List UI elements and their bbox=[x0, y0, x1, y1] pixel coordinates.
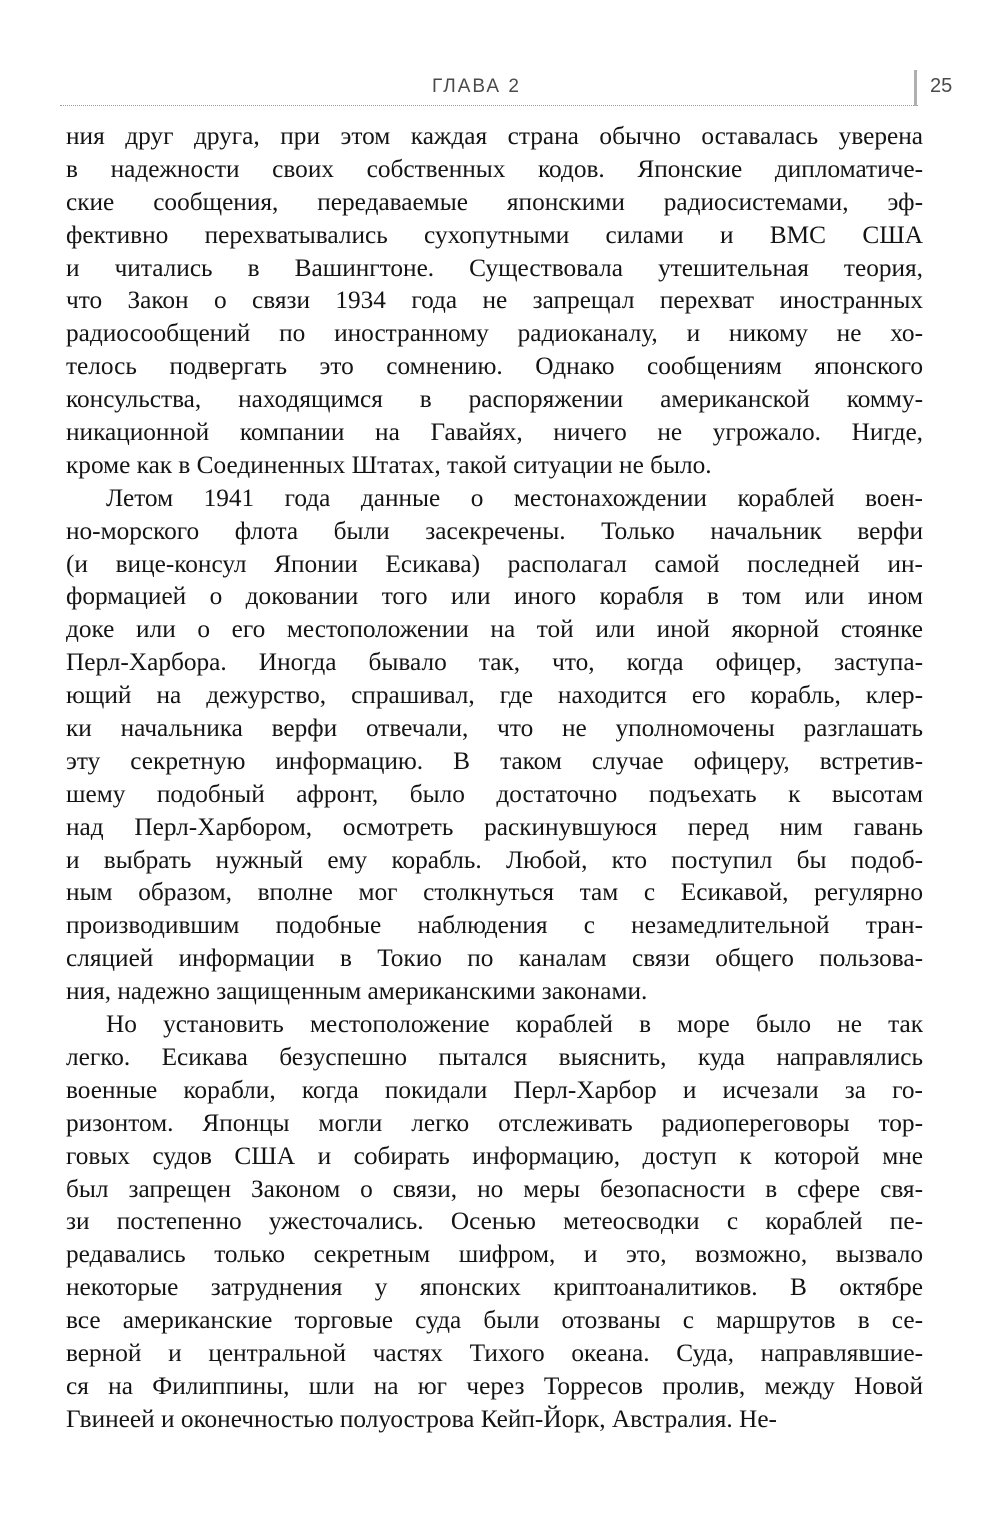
text-line: сляцией информации в Токио по каналам связи общего пользова- bbox=[66, 944, 923, 973]
text-line: некоторые затруднения у японских криптоаналитиков. В октябре bbox=[66, 1273, 923, 1302]
text-line: все американские торговые суда были отозваны с маршрутов в се- bbox=[66, 1306, 923, 1335]
text-line: шему подобный афронт, было достаточно подъехать к высотам bbox=[66, 779, 923, 808]
text-line: зи постепенно ужесточались. Осенью метеосводки с кораблей пе- bbox=[66, 1207, 923, 1236]
text-line: ся на Филиппины, шли на юг через Торресов пролив, между Новой bbox=[66, 1371, 923, 1400]
body-text bbox=[66, 120, 923, 1436]
page-number: 25 bbox=[930, 75, 953, 97]
text-line: ские сообщения, передаваемые японскими радиосистемами, эф- bbox=[66, 187, 923, 216]
text-line: доке или о его местоположении на той или иной якорной стоянке bbox=[66, 615, 923, 644]
text-line: но-морского флота были засекречены. Только начальник верфи bbox=[66, 516, 923, 545]
text-line: легко. Есикава безуспешно пытался выяснить, куда направлялись bbox=[66, 1042, 923, 1071]
header-rule bbox=[60, 105, 918, 106]
text-line: консульства, находящимся в распоряжении американской комму- bbox=[66, 385, 923, 414]
text-line: в надежности своих собственных кодов. Японские дипломатиче- bbox=[66, 154, 923, 183]
paragraph bbox=[66, 1008, 923, 1436]
text-line: редавались только секретным шифром, и это, возможно, вызвало bbox=[66, 1240, 923, 1269]
text-line: Но установить местоположение кораблей в море было не так bbox=[106, 1010, 923, 1039]
text-line: был запрещен Законом о связи, но меры безопасности в сфере свя- bbox=[66, 1174, 923, 1203]
text-line: верной и центральной частях Тихого океана. Суда, направлявшие- bbox=[66, 1338, 923, 1367]
text-line: и читались в Вашингтоне. Существовала утешительная теория, bbox=[66, 253, 923, 282]
text-line: радиосообщений по иностранному радиоканалу, и никому не хо- bbox=[66, 319, 923, 348]
text-line: эту секретную информацию. В таком случае офицеру, встретив- bbox=[66, 746, 923, 775]
paragraph bbox=[66, 120, 923, 482]
text-line: формацией о доковании того или иного корабля в том или ином bbox=[66, 582, 923, 611]
text-line: и выбрать нужный ему корабль. Любой, кто поступил бы подоб- bbox=[66, 845, 923, 874]
text-line: фективно перехватывались сухопутными силами и ВМС США bbox=[66, 220, 923, 249]
text-line: военные корабли, когда покидали Перл-Харбор и исчезали за го- bbox=[66, 1075, 923, 1104]
text-line: производившим подобные наблюдения с незамедлительной тран- bbox=[66, 911, 923, 940]
text-line: говых судов США и собирать информацию, доступ к которой мне bbox=[66, 1141, 923, 1170]
header-divider bbox=[914, 70, 917, 106]
text-line: ки начальника верфи отвечали, что не уполномочены разглашать bbox=[66, 714, 923, 743]
text-line: ния друг друга, при этом каждая страна обычно оставалась уверена bbox=[66, 122, 923, 150]
text-line: ным образом, вполне мог столкнуться там с Есикавой, регулярно bbox=[66, 878, 923, 907]
text-line: Гвинеей и оконечностью полуострова Кейп-Йорк, Австралия. Не- bbox=[66, 1404, 777, 1433]
text-line: (и вице-консул Японии Есикава) располагал самой последней ин- bbox=[66, 549, 923, 578]
text-line: кроме как в Соединенных Штатах, такой ситуации не было. bbox=[66, 450, 712, 479]
text-line: никационной компании на Гавайях, ничего не угрожало. Нигде, bbox=[66, 418, 923, 447]
text-line: что Закон о связи 1934 года не запрещал перехват иностранных bbox=[66, 286, 923, 315]
chapter-title: ГЛАВА 2 bbox=[432, 76, 521, 97]
text-line: Летом 1941 года данные о местонахождении кораблей воен- bbox=[106, 483, 923, 512]
text-line: Перл-Харбора. Иногда бывало так, что, когда офицер, заступа- bbox=[66, 648, 923, 677]
text-line: ющий на дежурство, спрашивал, где находится его корабль, клер- bbox=[66, 681, 923, 710]
text-line: над Перл-Харбором, осмотреть раскинувшуюся перед ним гавань bbox=[66, 812, 923, 841]
paragraph bbox=[66, 482, 923, 1008]
text-line: телось подвергать это сомнению. Однако сообщениям японского bbox=[66, 352, 923, 381]
text-line: ризонтом. Японцы могли легко отслеживать радиопереговоры тор- bbox=[66, 1108, 923, 1137]
text-line: ния, надежно защищенным американскими законами. bbox=[66, 977, 648, 1006]
running-header bbox=[60, 74, 953, 108]
